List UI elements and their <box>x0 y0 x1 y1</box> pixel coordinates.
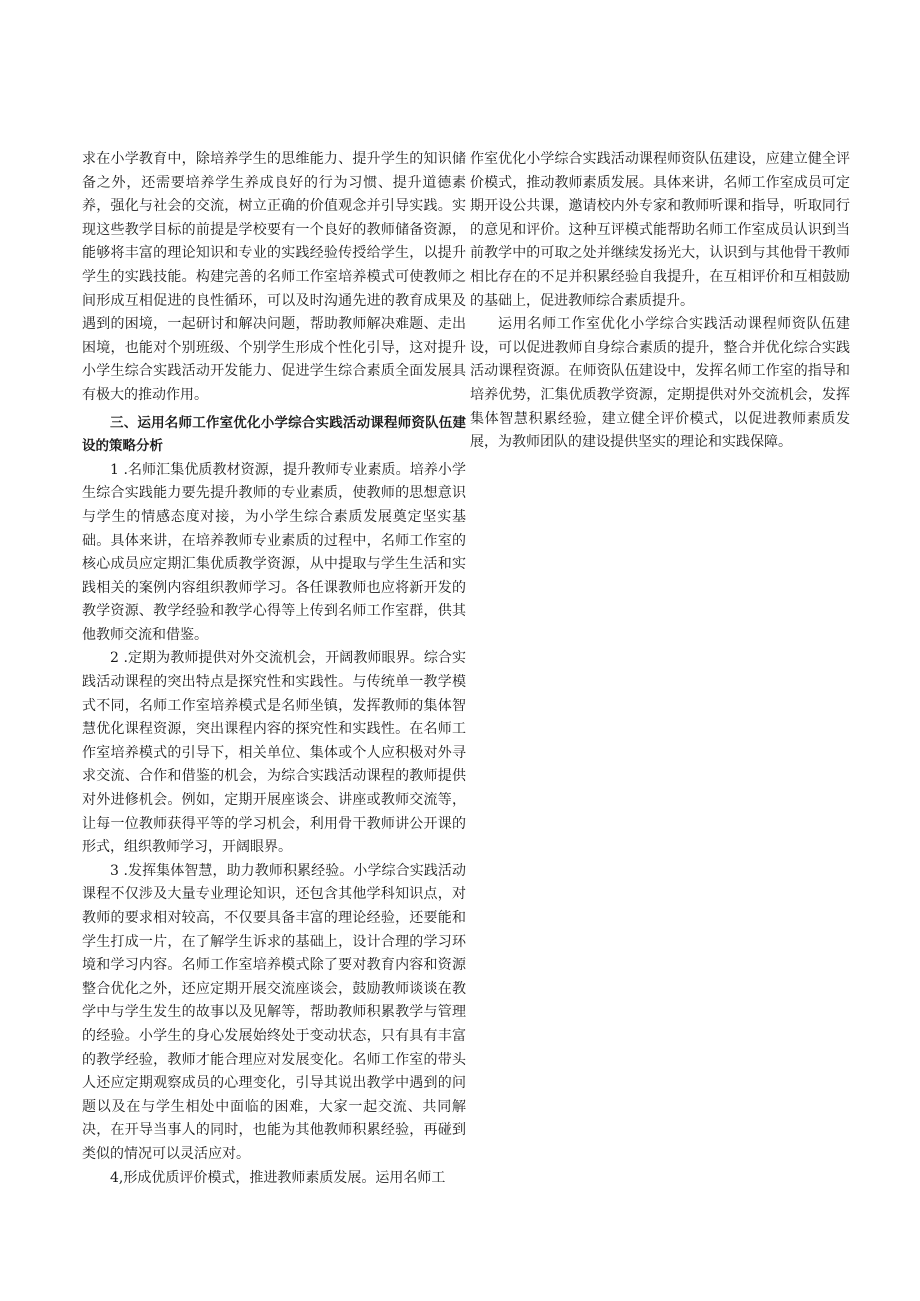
paragraph-strategy-3: 3 .发挥集体智慧，助力教师积累经验。小学综合实践活动课程不仅涉及大量专业理论知识，还包含其他学科知识点，对教师的要求相对较高，不仅要具备丰富的理论经验，还要能和学生打成一片，在了解学生诉求的基础上，设计合理的学习环境和学习内容。名师工作室培养模式除了要对教育内容和资源整合优化之外，还应定期开展交流座谈会，鼓励教师谈谈在教学中与学生发生的故事以及见解等，帮助教师积累教学与管理的经验。小学生的身心发展始终处于变动状态，只有具有丰富的教学经验，教师才能合理应对发展变化。名师工作室的带头人还应定期观察成员的心理变化，引导其说出教学中遇到的问题以及在与学生相处中面临的困难，大家一起交流、共同解决，在开导当事人的同时，也能为其他教师积累经验，再碰到类似的情况可以灵活应对。 <box>82 862 466 1162</box>
paragraph-strategy-4-continuation: 作室优化小学综合实践活动课程师资队伍建设，应建立健全评价模式，推动教师素质发展。具体来讲，名师工作室成员可定期开设公共课，邀请校内外专家和教师听课和指导，听取同行的意见和评价。这种互评模式能帮助名师工作室成员认识到当前教学中的可取之处并继续发扬光大，认识到与其他骨干教师相比存在的不足并积累经验自我提升，在互相评价和互相鼓励的基础上，促进教师综合素质提升。 <box>470 151 850 309</box>
section-heading: 三、运用名师工作室优化小学综合实践活动课程师资队伍建设的策略分析 <box>82 414 466 455</box>
paragraph-conclusion: 运用名师工作室优化小学综合实践活动课程师资队伍建设，可以促进教师自身综合素质的提升，整合并优化综合实践活动课程资源。在师资队伍建设中，发挥名师工作室的指导和培养优势，汇集优质教学资源，定期提供对外交流机会，发挥集体智慧积累经验，建立健全评价模式，以促进教师素质发展，为教师团队的建设提供坚实的理论和实践保障。 <box>470 316 850 451</box>
right-column <box>470 148 850 455</box>
paragraph-strategy-4-start: 4,形成优质评价模式，推进教师素质发展。运用名师工 <box>110 1169 446 1186</box>
paragraph-intro-continuation: 求在小学教育中，除培养学生的思维能力、提升学生的知识储备之外，还需要培养学生养成良好的行为习惯、提升道德素养，强化与社会的交流，树立正确的价值观念并引导实践。实现这些教学目标的前提是学校要有一个良好的教师储备资源，能够将丰富的理论知识和专业的实践经验传授给学生，以提升学生的实践技能。构建完善的名师工作室培养模式可使教师之间形成互相促进的良性循环，可以及时沟通先进的教育成果及遇到的困境，一起研讨和解决问题，帮助教师解决难题、走出困境，也能对个别班级、个别学生形成个性化引导，这对提升小学生综合实践活动开发能力、促进学生综合素质全面发展具有极大的推动作用。 <box>82 151 466 403</box>
left-column <box>82 148 466 1190</box>
paragraph-strategy-2: 2 .定期为教师提供对外交流机会，开阔教师眼界。综合实践活动课程的突出特点是探究性和实践性。与传统单一教学模式不同，名师工作室培养模式是名师坐镇，发挥教师的集体智慧优化课程资源，突出课程内容的探究性和实践性。在名师工作室培养模式的引导下，相关单位、集体或个人应积极对外寻求交流、合作和借鉴的机会，为综合实践活动课程的教师提供对外进修机会。例如，定期开展座谈会、讲座或教师交流等，让每一位教师获得平等的学习机会，利用骨干教师讲公开课的形式，组织教师学习，开阔眼界。 <box>82 650 466 856</box>
paragraph-strategy-1: 1 .名师汇集优质教材资源，提升教师专业素质。培养小学生综合实践能力要先提升教师的专业素质，使教师的思想意识与学生的情感态度对接，为小学生综合素质发展奠定坚实基础。具体来讲，在培养教师专业素质的过程中，名师工作室的核心成员应定期汇集优质教学资源，从中提取与学生生活和实践相关的案例内容组织教师学习。各任课教师也应将新开发的教学资源、教学经验和教学心得等上传到名师工作室群，供其他教师交流和借鉴。 <box>82 461 466 643</box>
